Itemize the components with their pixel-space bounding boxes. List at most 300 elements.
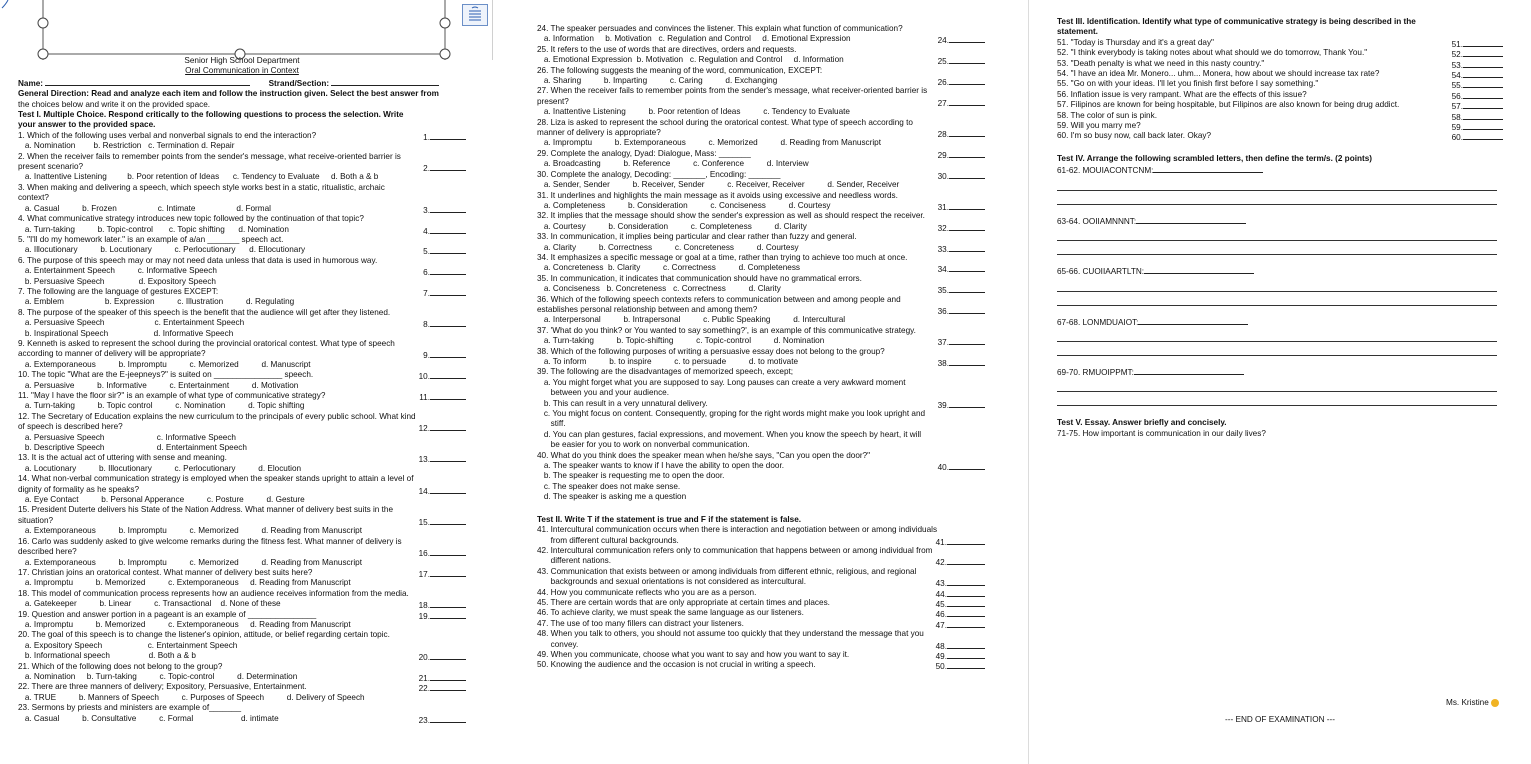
question-line <box>18 152 466 162</box>
answer-blank[interactable] <box>1138 316 1248 325</box>
answer-blank[interactable] <box>430 162 466 171</box>
question-text: 43. Communication that exists between or among individuals from different ethnic, religious, and regional <box>537 566 917 576</box>
item-number: 55. <box>1451 81 1463 91</box>
question-line <box>18 256 466 266</box>
question-line <box>18 526 466 536</box>
question-line <box>537 588 985 598</box>
item-number: 2. <box>423 164 430 174</box>
definition-line[interactable] <box>1057 384 1497 392</box>
question-line <box>537 232 985 242</box>
answer-blank[interactable] <box>430 287 466 296</box>
answer-blank[interactable] <box>1144 265 1254 274</box>
item-number: 28. <box>937 130 949 140</box>
general-direction: the choices below and write it on the provided space. <box>18 99 211 109</box>
item-number: 22. <box>418 684 430 694</box>
item-number: 19. <box>418 611 430 621</box>
item-number: 32. <box>937 223 949 233</box>
question-text: a. Nomination b. Turn-taking c. Topic-control d. Determination <box>18 671 298 681</box>
answer-blank[interactable] <box>430 610 466 619</box>
question-line <box>18 245 466 255</box>
resize-handle <box>440 18 450 28</box>
scrambled-word-item <box>1057 366 1503 378</box>
answer-blank[interactable] <box>949 336 985 345</box>
answer-blank[interactable] <box>430 714 466 723</box>
item-number: 52. <box>1451 50 1463 60</box>
question-text: 36. Which of the following speech contexts refers to communication between and among people and <box>537 294 901 304</box>
question-line <box>1057 121 1503 131</box>
answer-blank[interactable] <box>949 201 985 210</box>
question-text: a. Turn-taking b. Topic-control c. Topic shifting d. Nomination <box>18 224 289 234</box>
question-line <box>18 349 466 359</box>
answer-blank[interactable] <box>947 598 985 607</box>
definition-line[interactable] <box>1057 398 1497 406</box>
teacher-signature: Ms. Kristine <box>1446 698 1499 708</box>
question-line <box>537 629 985 639</box>
question-line <box>18 193 466 203</box>
definition-line[interactable] <box>1057 334 1497 342</box>
item-number: 35. <box>937 286 949 296</box>
page-column-3 <box>1057 17 1503 726</box>
question-line <box>537 347 985 357</box>
answer-blank[interactable] <box>949 222 985 231</box>
item-number: 60. <box>1451 133 1463 143</box>
test1-title: Test I. Multiple Choice. Respond critically to the following questions to process the selection. Write <box>18 110 404 120</box>
question-text: 3. When making and delivering a speech, which speech style works best in a static, ritualistic, archaic <box>18 182 385 192</box>
answer-blank[interactable] <box>1463 90 1503 99</box>
question-text: between you and your audience. <box>537 388 669 398</box>
question-line <box>1057 59 1503 69</box>
question-text: 48. When you talk to others, you should not assume too quickly that they understand the message that you <box>537 629 924 639</box>
question-text: 5. "I'll do my homework later." is an example of a/an _______ speech act. <box>18 234 284 244</box>
question-line <box>18 277 466 287</box>
question-line <box>18 412 466 422</box>
answer-blank[interactable] <box>947 619 985 628</box>
question-text: described here? <box>18 547 77 557</box>
question-line <box>537 76 985 86</box>
answer-blank[interactable] <box>1463 59 1503 68</box>
question-text: stiff. <box>537 419 566 429</box>
question-line <box>537 159 985 169</box>
question-text: dignity of formality as he speaks? <box>18 484 140 494</box>
question-line <box>18 391 466 401</box>
question-text: 33. In communication, it implies being particular and clear rather than fuzzy and general. <box>537 232 857 242</box>
scrambled-word-item <box>1057 215 1503 227</box>
answer-blank[interactable] <box>947 608 985 617</box>
question-line <box>537 118 985 128</box>
item-number: 58. <box>1451 112 1463 122</box>
question-text: b. This can result in a very unnatural delivery. <box>537 398 708 408</box>
question-text: 22. There are three manners of delivery; Expository, Persuasive, Entertainment. <box>18 682 307 692</box>
question-text: 35. In communication, it indicates that communication should have no grammatical errors. <box>537 273 862 283</box>
item-number: 21. <box>418 673 430 683</box>
answer-blank[interactable] <box>1153 164 1263 173</box>
question-text: 51. "Today is Thursday and it's a great day" <box>1057 37 1214 47</box>
answer-blank[interactable] <box>430 422 466 431</box>
question-line <box>537 430 985 440</box>
question-line <box>18 172 466 182</box>
item-number: 18. <box>418 601 430 611</box>
question-line <box>18 505 466 515</box>
answer-blank[interactable] <box>430 131 466 140</box>
question-text: a. Interpersonal b. Intrapersonal c. Public Speaking d. Intercultural <box>537 315 846 325</box>
answer-blank[interactable] <box>949 170 985 179</box>
question-text: 14. What non-verbal communication strategy is employed when the speaker stands upright to attain a level of <box>18 474 414 484</box>
answer-blank[interactable] <box>949 461 985 470</box>
question-text: a. Extemporaneous b. Impromptu c. Memorized d. Reading from Manuscript <box>18 526 363 536</box>
question-line <box>537 482 985 492</box>
question-text: 4. What communicative strategy introduces new topic followed by the continuation of that topic? <box>18 214 364 224</box>
item-number: 8. <box>423 320 430 330</box>
name-label: Name: <box>18 78 44 88</box>
question-text: from different cultural backgrounds. <box>537 535 679 545</box>
question-line <box>537 55 985 65</box>
test4-title: Test IV. Arrange the following scrambled letters, then define the term/s. (2 points) <box>1057 153 1372 163</box>
question-text: b. Informational speech d. Both a & b <box>18 651 196 661</box>
smile-emoji-icon <box>1491 699 1499 707</box>
question-line <box>18 141 466 151</box>
question-line <box>537 191 985 201</box>
end-of-exam: --- END OF EXAMINATION --- <box>1225 715 1335 725</box>
question-line <box>18 370 466 380</box>
answer-blank[interactable] <box>430 204 466 213</box>
question-text: a. Extemporaneous b. Impromptu c. Memorized d. Manuscript <box>18 359 311 369</box>
answer-blank[interactable] <box>947 660 985 669</box>
answer-blank[interactable] <box>430 391 466 400</box>
answer-blank[interactable] <box>430 599 466 608</box>
answer-blank[interactable] <box>949 128 985 137</box>
test5-title: Test V. Essay. Answer briefly and concisely. <box>1057 418 1227 428</box>
question-line <box>18 339 466 349</box>
question-text: situation? <box>18 515 54 525</box>
question-text: a. Broadcasting b. Reference c. Conference d. Interview <box>537 159 809 169</box>
question-text: a. Persuasive Speech c. Entertainment Speech <box>18 318 245 328</box>
page-divider <box>492 0 493 60</box>
item-number: 13. <box>418 455 430 465</box>
question-line <box>18 308 466 318</box>
answer-blank[interactable] <box>430 349 466 358</box>
question-text: 59. Will you marry me? <box>1057 121 1141 131</box>
question-text: a. Emblem b. Expression c. Illustration d. Regulating <box>18 297 295 307</box>
page-divider <box>1028 0 1029 764</box>
question-text: a. Locutionary b. Illocutionary c. Perlocutionary d. Elocution <box>18 463 302 473</box>
answer-slot[interactable] <box>419 714 466 726</box>
answer-blank[interactable] <box>1463 48 1503 57</box>
answer-blank[interactable] <box>1463 121 1503 130</box>
question-line <box>537 461 985 471</box>
answer-blank[interactable] <box>430 547 466 556</box>
question-line <box>537 149 985 159</box>
test1-items <box>18 131 466 724</box>
question-text: be easier for you to work on nonverbal communication. <box>537 440 750 450</box>
answer-blank[interactable] <box>949 305 985 314</box>
answer-blank[interactable] <box>430 318 466 327</box>
question-line <box>18 162 466 172</box>
question-text: a. Impromptu b. Memorized c. Extemporaneous d. Reading from Manuscript <box>18 578 351 588</box>
question-text: a. Sender, Sender b. Receiver, Sender c. Receiver, Receiver d. Sender, Receiver <box>537 180 900 190</box>
answer-blank[interactable] <box>947 588 985 597</box>
question-text: a. Clarity b. Correctness c. Concreteness d. Courtesy <box>537 242 799 252</box>
question-line <box>537 378 985 388</box>
question-text: a. The speaker wants to know if I have the ability to open the door. <box>537 461 784 471</box>
question-text: a. Emotional Expression b. Motivation c. Regulation and Control d. Information <box>537 55 844 65</box>
question-text: d. The speaker is asking me a question <box>537 492 687 502</box>
question-line <box>537 253 985 263</box>
question-line <box>537 525 985 535</box>
definition-line[interactable] <box>1057 233 1497 241</box>
answer-blank[interactable] <box>1463 131 1503 140</box>
answer-blank[interactable] <box>430 568 466 577</box>
answer-blank[interactable] <box>430 225 466 234</box>
question-text: 40. What do you think does the speaker mean when he/she says, "Can you open the door?" <box>537 450 871 460</box>
question-line <box>1057 100 1503 110</box>
question-text: a. Nomination b. Restriction c. Termination d. Repair <box>18 141 235 151</box>
question-line <box>18 266 466 276</box>
question-text: 54. "I have an idea Mr. Monero... uhm... Monera, how about we should increase tax rate? <box>1057 69 1380 79</box>
item-number: 37. <box>937 338 949 348</box>
layout-options-icon[interactable] <box>462 4 488 26</box>
question-line <box>18 651 466 661</box>
question-text: 18. This model of communication process represents how an audience receives information from the media. <box>18 588 409 598</box>
answer-blank[interactable] <box>949 55 985 64</box>
item-number: 38. <box>937 359 949 368</box>
question-text: 12. The Secretary of Education explains the new curriculum to the principals of every public school. What kind <box>18 411 416 421</box>
definition-line[interactable] <box>1057 284 1497 292</box>
answer-blank[interactable] <box>430 485 466 494</box>
question-text: 32. It implies that the message should show the sender's expression as well as should respect the receiver. <box>537 211 925 221</box>
test1-title: your answer to the provided space. <box>18 120 156 130</box>
question-text: 9. Kenneth is asked to represent the school during the provincial oratorical contest. What type of speech <box>18 338 395 348</box>
answer-blank[interactable] <box>949 34 985 43</box>
question-text: 31. It underlines and highlights the main message as it avoids using excessive and needless words. <box>537 190 898 200</box>
question-line <box>537 263 985 273</box>
question-line <box>537 608 985 618</box>
name-field[interactable] <box>45 77 250 86</box>
question-text: a. Extemporaneous b. Impromptu c. Memorized d. Reading from Manuscript <box>18 557 363 567</box>
question-line <box>537 45 985 55</box>
item-number: 15. <box>418 517 430 527</box>
item-number: 47. <box>935 620 947 630</box>
answer-blank[interactable] <box>1463 111 1503 120</box>
scrambled-word: 69-70. RMUOIPPMT: <box>1057 367 1134 377</box>
answer-blank[interactable] <box>430 266 466 275</box>
question-line <box>537 97 985 107</box>
item-number: 59. <box>1451 123 1463 133</box>
question-line <box>1057 90 1503 100</box>
item-number: 45. <box>935 599 947 609</box>
answer-blank[interactable] <box>430 516 466 525</box>
question-line <box>18 329 466 339</box>
question-text: a. Persuasive Speech c. Informative Speech <box>18 432 236 442</box>
item-number: 42. <box>935 558 947 568</box>
question-line <box>18 464 466 474</box>
test5-question: 71-75. How important is communication in our daily lives? <box>1057 428 1266 438</box>
answer-blank[interactable] <box>430 245 466 254</box>
answer-blank[interactable] <box>430 672 466 681</box>
item-number: 43. <box>935 579 947 589</box>
definition-line[interactable] <box>1057 298 1497 306</box>
strand-field[interactable] <box>331 77 439 86</box>
question-text: a. Entertainment Speech c. Informative Speech <box>18 266 217 276</box>
question-text: 52. "I think everybody is taking notes about what should we do tomorrow, Thank You." <box>1057 48 1368 58</box>
question-text: 49. When you communicate, choose what you want to say and how you want to say it. <box>537 649 850 659</box>
question-text: different nations. <box>537 556 612 566</box>
question-text: context? <box>18 193 49 203</box>
answer-blank[interactable] <box>1463 100 1503 109</box>
question-line <box>537 357 985 367</box>
answer-slot[interactable] <box>1452 131 1503 143</box>
question-text: 34. It emphasizes a specific message or goal at a time, rather than trying to achieve too much at once. <box>537 252 908 262</box>
answer-blank[interactable] <box>430 453 466 462</box>
question-text: 27. When the receiver fails to remember points from the sender's message, what receiver-oriented barrier is <box>537 86 928 96</box>
answer-blank[interactable] <box>949 284 985 293</box>
definition-line[interactable] <box>1057 247 1497 255</box>
item-number: 14. <box>418 486 430 496</box>
question-text: a. Sharing b. Imparting c. Caring d. Exchanging <box>537 76 778 86</box>
answer-blank[interactable] <box>949 76 985 85</box>
question-line <box>537 660 985 670</box>
question-text: d. You can plan gestures, facial expressions, and movement. When you know the speech by heart, it will <box>537 429 922 439</box>
scrambled-word: 65-66. CUOIIAARTLTN: <box>1057 267 1145 277</box>
question-line <box>18 131 466 141</box>
item-number: 24. <box>937 36 949 46</box>
definition-line[interactable] <box>1057 183 1497 191</box>
question-line <box>18 568 466 578</box>
question-line <box>18 682 466 692</box>
answer-blank[interactable] <box>1134 366 1244 375</box>
question-text: a. TRUE b. Manners of Speech c. Purposes of Speech d. Delivery of Speech <box>18 692 365 702</box>
answer-blank[interactable] <box>949 149 985 158</box>
question-text: 46. To achieve clarity, we must speak the same language as our listeners. <box>537 608 804 618</box>
question-text: 29. Complete the analogy, Dyad: Dialogue, Mass: _______ <box>537 148 751 158</box>
question-line <box>18 599 466 609</box>
answer-blank[interactable] <box>949 263 985 272</box>
question-line <box>1057 38 1503 48</box>
answer-blank[interactable] <box>430 682 466 691</box>
question-line <box>537 451 985 461</box>
answer-blank[interactable] <box>1136 215 1246 224</box>
answer-blank[interactable] <box>947 536 985 545</box>
question-text: a. Impromptu b. Memorized c. Extemporaneous d. Reading from Manuscript <box>18 619 351 629</box>
question-line <box>18 610 466 620</box>
question-line <box>537 399 985 409</box>
question-text: 55. "Go on with your ideas. I'll let you finish first before I say something." <box>1057 79 1319 89</box>
question-line <box>18 485 466 495</box>
selection-frame <box>0 0 480 60</box>
question-line <box>537 640 985 650</box>
question-text: a. Completeness b. Consideration c. Conciseness d. Courtesy <box>537 200 831 210</box>
question-line <box>537 24 985 34</box>
answer-blank[interactable] <box>947 556 985 565</box>
question-text: b. Persuasive Speech d. Expository Speech <box>18 276 216 286</box>
question-text: 41. Intercultural communication occurs when there is interaction and negotiation between or among individuals <box>537 525 938 535</box>
question-text: 10. The topic "What are the E-jeepneys?" is suited on _______________ speech. <box>18 370 314 380</box>
question-line <box>18 714 466 724</box>
question-line <box>18 453 466 463</box>
item-number: 6. <box>423 268 430 278</box>
question-line <box>18 297 466 307</box>
answer-blank[interactable] <box>1463 79 1503 88</box>
question-line <box>18 578 466 588</box>
question-line <box>18 318 466 328</box>
question-text: 42. Intercultural communication refers only to communication that happens between or among individual from <box>537 545 933 555</box>
test2-title: Test II. Write T if the statement is true and F if the statement is false. <box>537 514 802 524</box>
question-text: b. Inspirational Speech d. Informative Speech <box>18 328 234 338</box>
definition-line[interactable] <box>1057 197 1497 205</box>
general-direction: General Direction: Read and analyze each item and follow the instruction given. Select the best answer from <box>18 89 439 99</box>
resize-handle <box>38 18 48 28</box>
answer-blank[interactable] <box>430 651 466 660</box>
item-number: 33. <box>937 244 949 254</box>
question-line <box>537 650 985 660</box>
question-text: a. Expository Speech c. Entertainment Speech <box>18 640 238 650</box>
question-text: 17. Christian joins an oratorical contest. What manner of delivery best suits here? <box>18 567 313 577</box>
question-line <box>18 630 466 640</box>
question-line <box>537 419 985 429</box>
question-line <box>18 693 466 703</box>
question-line <box>18 422 466 432</box>
question-line <box>537 243 985 253</box>
question-line <box>1057 48 1503 58</box>
question-text: 19. Question and answer portion in a pageant is an example of _______________ <box>18 609 317 619</box>
question-text: a. Persuasive b. Informative c. Entertainment d. Motivation <box>18 380 299 390</box>
answer-blank[interactable] <box>947 640 985 649</box>
question-text: 56. Inflation issue is very rampant. What are the effects of this issue? <box>1057 89 1307 99</box>
question-text: 6. The purpose of this speech may or may not need data unless that data is used in humorous way. <box>18 255 378 265</box>
answer-blank[interactable] <box>949 243 985 252</box>
test3-title: Test III. Identification. Identify what type of communicative strategy is being described in the <box>1057 17 1416 26</box>
question-text: 39. The following are the disadvantages of memorized speech, except; <box>537 367 794 377</box>
answer-blank[interactable] <box>947 577 985 586</box>
answer-blank[interactable] <box>949 97 985 106</box>
item-number: 10. <box>418 372 430 382</box>
answer-blank[interactable] <box>949 357 985 366</box>
answer-blank[interactable] <box>949 399 985 408</box>
scrambled-word: 61-62. MOUIACONTCNM: <box>1057 166 1154 176</box>
question-line <box>537 34 985 44</box>
question-line <box>537 138 985 148</box>
answer-blank[interactable] <box>1463 38 1503 47</box>
question-text: 8. The purpose of the speaker of this speech is the benefit that the audience will get after they listened. <box>18 307 391 317</box>
item-number: 53. <box>1451 60 1463 70</box>
scrambled-word-item <box>1057 265 1503 277</box>
question-text: a. Illocutionary b. Locutionary c. Perlocutionary d. Ellocutionary <box>18 245 306 255</box>
question-line <box>537 128 985 138</box>
question-text: 28. Liza is asked to represent the school during the oratorical contest. What type of speech according to <box>537 117 913 127</box>
question-line <box>18 183 466 193</box>
question-text: 15. President Duterte delivers his State of the Nation Address. What manner of delivery best suits in the <box>18 505 393 515</box>
answer-blank[interactable] <box>1463 69 1503 78</box>
definition-line[interactable] <box>1057 348 1497 356</box>
item-number: 31. <box>937 202 949 212</box>
question-line <box>537 201 985 211</box>
question-text: a. You might forget what you are supposed to say. Long pauses can create a very awkward moment <box>537 377 906 387</box>
item-number: 11. <box>419 393 430 402</box>
answer-blank[interactable] <box>947 650 985 659</box>
question-line <box>537 170 985 180</box>
question-text: a. Casual b. Consultative c. Formal d. intimate <box>18 713 279 723</box>
question-line <box>18 433 466 443</box>
question-text: of speech is described here? <box>18 422 123 432</box>
answer-blank[interactable] <box>430 370 466 379</box>
answer-slot[interactable] <box>936 660 985 672</box>
question-text: 57. Filipinos are known for being hospitable, but Filipinos are also known for being drug addict. <box>1057 100 1400 110</box>
question-text: a. Inattentive Listening b. Poor retention of Ideas c. Tendency to Evaluate d. Both a & b <box>18 172 379 182</box>
question-line <box>18 287 466 297</box>
question-text: a. Eye Contact b. Personal Apperance c. Posture d. Gesture <box>18 495 305 505</box>
question-line <box>18 204 466 214</box>
question-line <box>537 305 985 315</box>
question-line <box>537 546 985 556</box>
